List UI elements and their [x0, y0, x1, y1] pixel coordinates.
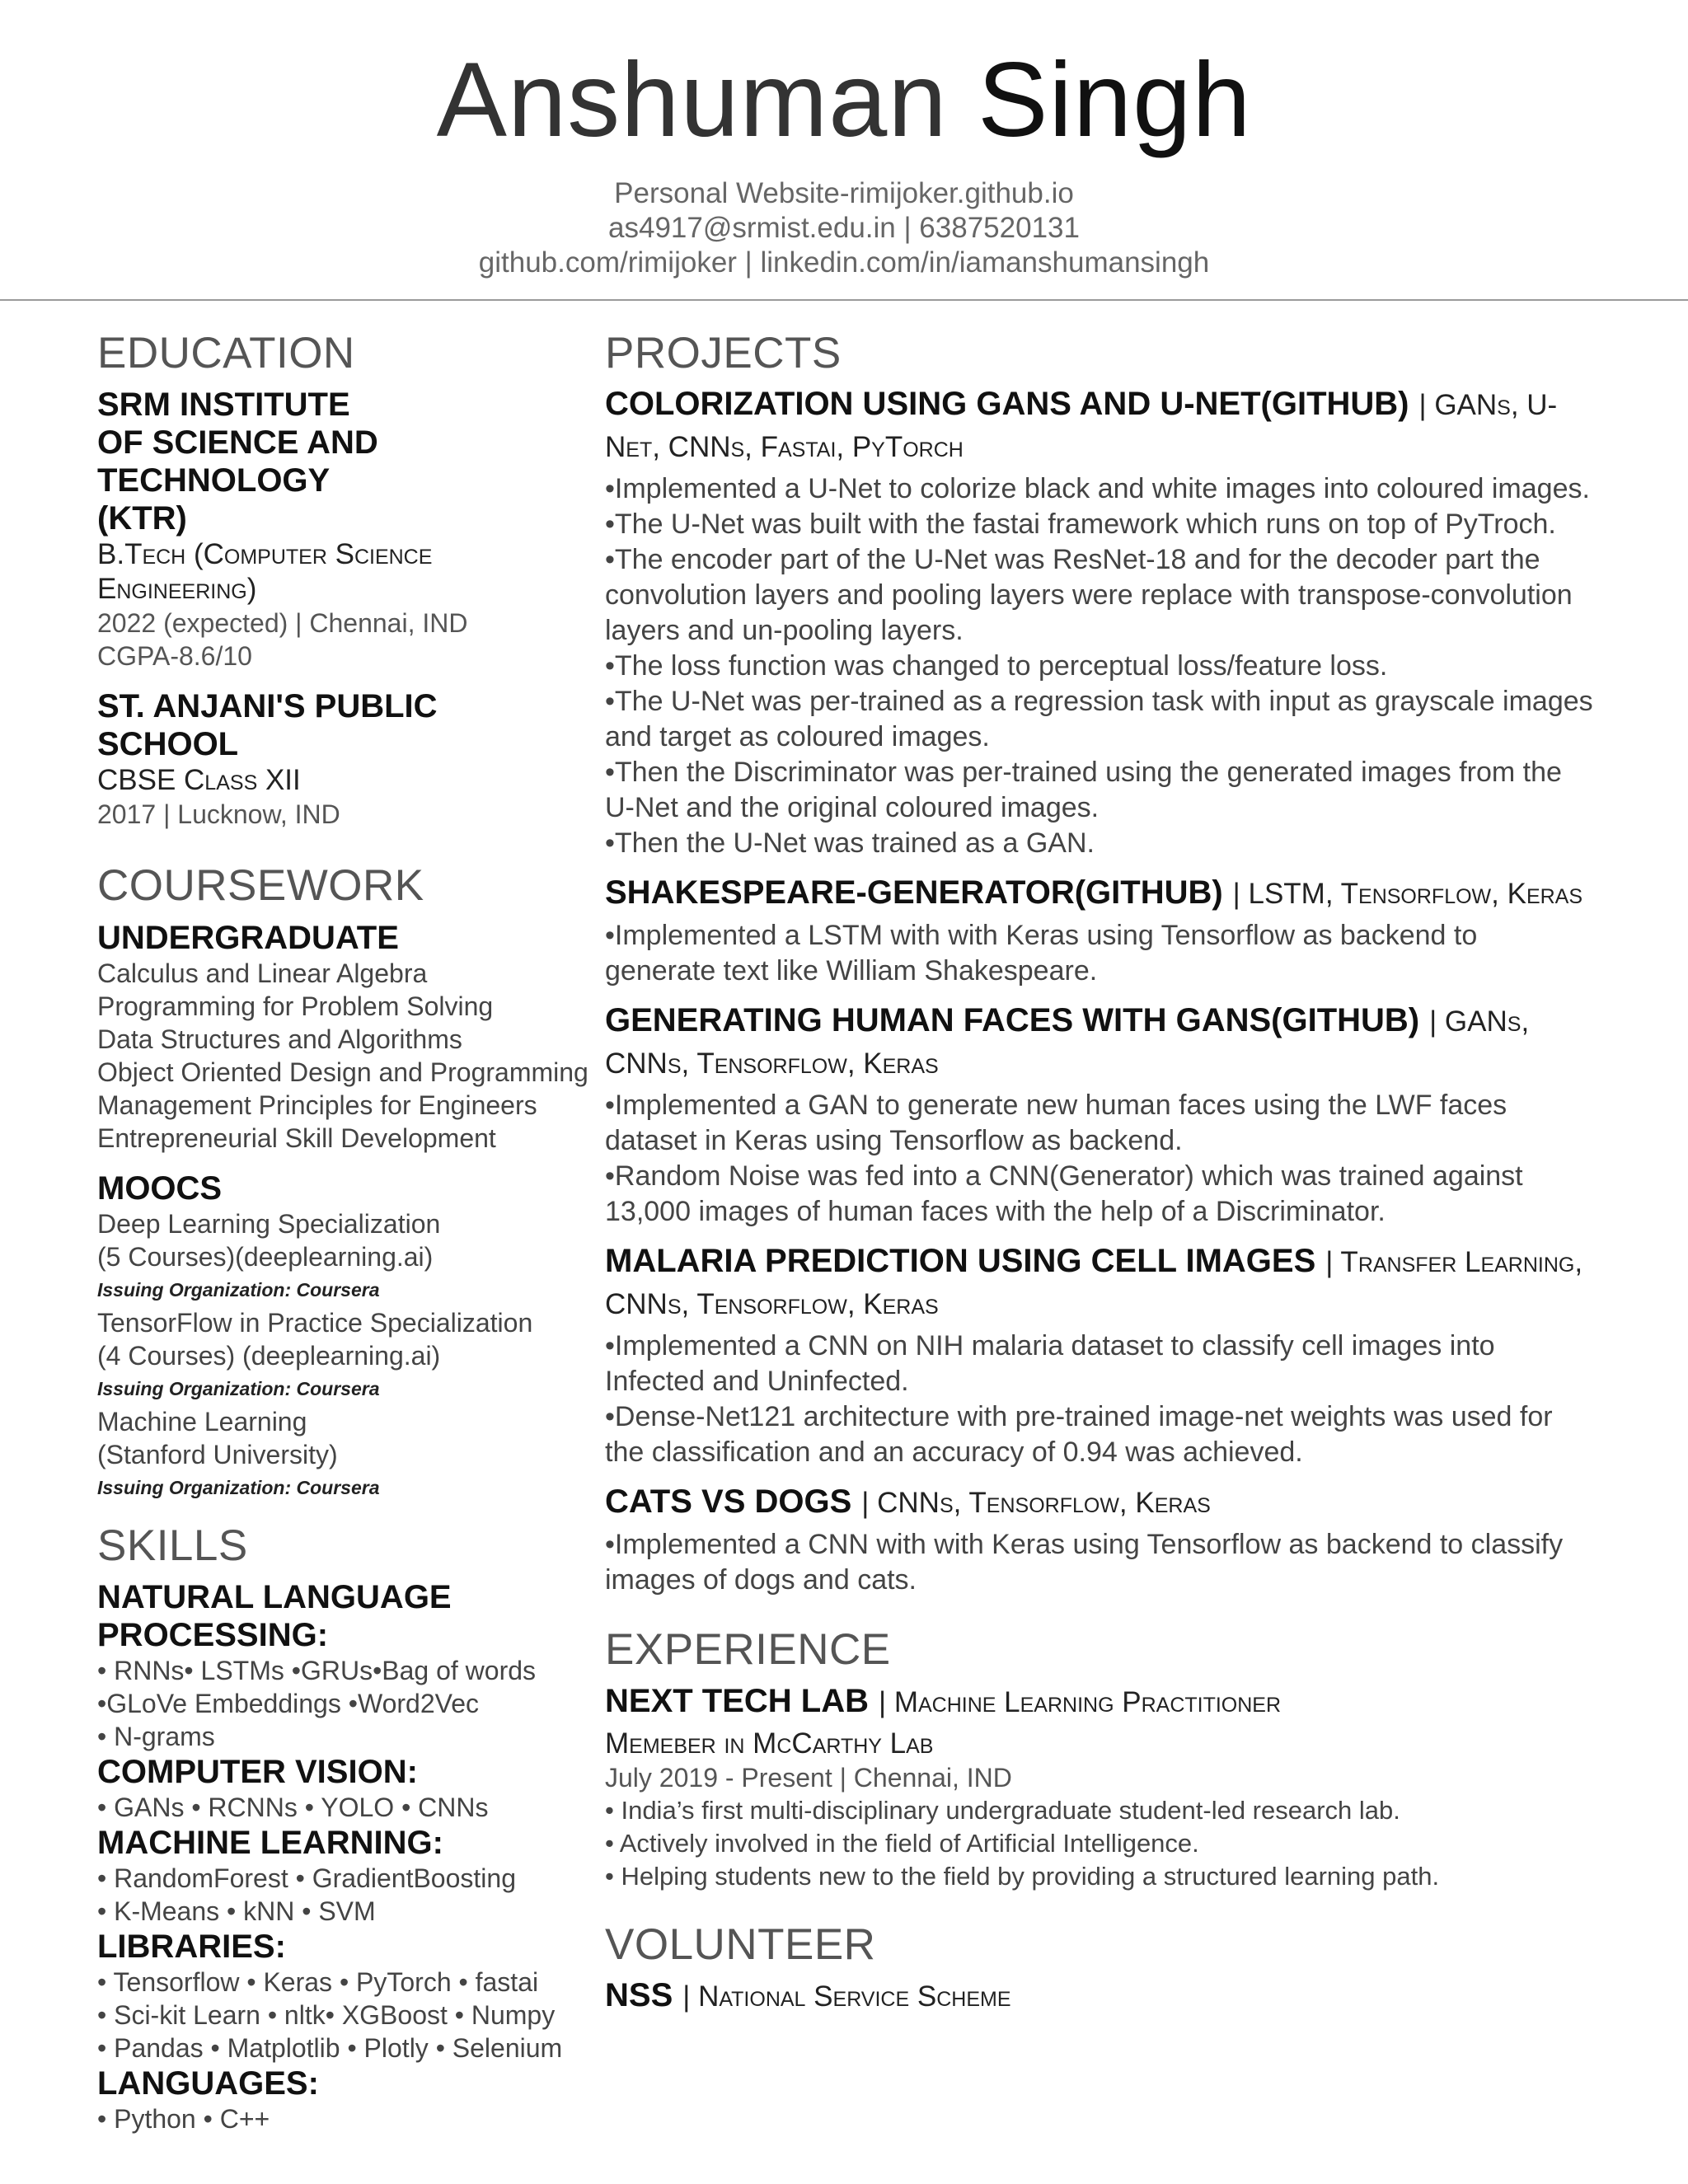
skill-group-name: LIBRARIES:: [97, 1928, 286, 1965]
project-header: [605, 1002, 1594, 1088]
degree: CBSE Class XII: [97, 764, 301, 797]
profile-links-line[interactable]: github.com/rimijoker | linkedin.com/in/iamanshumansingh: [478, 246, 1210, 279]
mooc-detail: (Stanford University): [97, 1439, 338, 1469]
project-bullet: •Implemented a LSTM with with Keras using Tensorflow as backend to generate text like William Shakespeare.: [605, 920, 1478, 987]
project-bullet: •The U-Net was per-trained as a regression task with input as grayscale images and target as coloured images.: [605, 686, 1593, 753]
project-title[interactable]: COLORIZATION USING GANS AND U-NET(GITHUB): [605, 386, 1409, 423]
education-date-location: 2022 (expected) | Chennai, IND: [97, 608, 468, 639]
mooc-name: Deep Learning Specialization: [97, 1208, 441, 1239]
last-name: Singh: [978, 41, 1252, 159]
project-title[interactable]: SHAKESPEARE-GENERATOR(GITHUB): [605, 874, 1223, 912]
skill-group: [97, 1824, 592, 1928]
skill-line: • N-grams: [97, 1721, 215, 1751]
project-title: MALARIA PREDICTION USING CELL IMAGES: [605, 1243, 1316, 1280]
coursework-heading: COURSEWORK: [97, 861, 424, 911]
project-bullet: •The loss function was changed to perceptual loss/feature loss.: [605, 650, 1388, 682]
project-tags: | GANs, CNNs, Tensorflow, Keras: [605, 1005, 1530, 1080]
mooc-issuer: Issuing Organization: Coursera: [97, 1278, 380, 1301]
candidate-name: [0, 41, 1688, 159]
education-date-location: 2017 | Lucknow, IND: [97, 799, 340, 830]
skill-group-name: NATURAL LANGUAGE: [97, 1578, 452, 1615]
skill-group-name: COMPUTER VISION:: [97, 1753, 418, 1790]
header-divider: [0, 299, 1688, 301]
project-bullet: •Then the U-Net was trained as a GAN.: [605, 827, 1095, 860]
mooc-name: Machine Learning: [97, 1406, 307, 1436]
skill-line: • RNNs• LSTMs •GRUs•Bag of words: [97, 1655, 537, 1685]
skill-group-name: LANGUAGES:: [97, 2064, 319, 2102]
project-title: CATS VS DOGS: [605, 1483, 852, 1521]
project-item: [605, 1243, 1594, 1470]
website-line[interactable]: Personal Website-rimijoker.github.io: [614, 177, 1074, 209]
experience-org: NEXT TECH LAB: [605, 1682, 869, 1719]
course-item: Object Oriented Design and Programming: [97, 1057, 588, 1087]
moocs-list: [97, 1169, 592, 1504]
skill-group: [97, 1928, 592, 2064]
skill-group: [97, 1578, 592, 1753]
school-name: (KTR): [97, 500, 187, 537]
experience-header: [605, 1683, 1594, 1727]
mooc-detail: (5 Courses)(deeplearning.ai): [97, 1241, 434, 1272]
course-item: Entrepreneurial Skill Development: [97, 1122, 496, 1153]
experience-bullet: • Actively involved in the field of Artificial Intelligence.: [605, 1828, 1199, 1858]
left-column: [97, 330, 592, 2135]
project-bullet: •Dense-Net121 architecture with pre-trained image-net weights was used for the classification and an accuracy of 0.94 was achieved.: [605, 1401, 1553, 1469]
skill-line: • RandomForest • GradientBoosting: [97, 1863, 516, 1893]
education-item: [97, 687, 592, 831]
course-item: Calculus and Linear Algebra: [97, 958, 428, 988]
course-item: Management Principles for Engineers: [97, 1090, 537, 1120]
experience-bullet: • Helping students new to the field by providing a structured learning path.: [605, 1861, 1440, 1891]
experience-item: [605, 1683, 1594, 1893]
projects-heading: PROJECTS: [605, 329, 842, 377]
volunteer-item: [605, 1977, 1594, 2021]
experience-date-location: July 2019 - Present | Chennai, IND: [605, 1762, 1012, 1793]
school-name: ST. ANJANI'S PUBLIC: [97, 688, 438, 725]
mooc-issuer: Issuing Organization: Coursera: [97, 1476, 380, 1498]
project-bullet: •The encoder part of the U-Net was ResNet-18 and for the decoder part the convolution layers and pooling layers were replace with transpose-convolution layers and un-pooling layers.: [605, 544, 1573, 647]
project-tags: | LSTM, Tensorflow, Keras: [1232, 878, 1583, 911]
project-header: [605, 386, 1594, 471]
skill-group: [97, 2064, 592, 2135]
project-header: [605, 1243, 1594, 1329]
experience-role: | Machine Learning Practitioner: [879, 1685, 1282, 1718]
project-bullet: •Implemented a U-Net to colorize black and white images into coloured images.: [605, 473, 1590, 505]
first-name: Anshuman: [436, 41, 948, 159]
education-heading: EDUCATION: [97, 329, 355, 377]
project-title[interactable]: GENERATING HUMAN FACES WITH GANS(GITHUB): [605, 1002, 1420, 1039]
skills-heading: SKILLS: [97, 1521, 248, 1570]
project-bullet: •Then the Discriminator was per-trained using the generated images from the U-Net and the original coloured images.: [605, 757, 1562, 824]
course-item: Programming for Problem Solving: [97, 991, 494, 1021]
undergrad-title: UNDERGRADUATE: [97, 919, 399, 956]
skill-line: •GLoVe Embeddings •Word2Vec: [97, 1688, 479, 1718]
project-tags: | Transfer Learning, CNNs, Tensorflow, Keras: [605, 1246, 1583, 1321]
project-header: [605, 1483, 1594, 1527]
project-bullet: •Implemented a CNN with with Keras using Tensorflow as backend to classify images of dogs and cats.: [605, 1529, 1564, 1596]
project-item: [605, 1483, 1594, 1598]
mooc-detail: (4 Courses) (deeplearning.ai): [97, 1340, 441, 1371]
degree: Engineering): [97, 573, 257, 606]
school-name: SRM INSTITUTE: [97, 387, 350, 424]
project-bullet: •Implemented a GAN to generate new human faces using the LWF faces dataset in Keras using Tensorflow as backend.: [605, 1090, 1507, 1157]
mooc-issuer: Issuing Organization: Coursera: [97, 1377, 380, 1399]
experience-heading: EXPERIENCE: [605, 1625, 891, 1675]
degree: B.Tech (Computer Science: [97, 538, 433, 571]
experience-bullet: • India’s first multi-disciplinary undergraduate student-led research lab.: [605, 1795, 1400, 1825]
project-item: [605, 874, 1594, 989]
course-item: Data Structures and Algorithms: [97, 1024, 462, 1054]
skill-line: • Sci-kit Learn • nltk• XGBoost • Numpy: [97, 1999, 556, 2030]
volunteer-role: | National Service Scheme: [682, 1980, 1011, 2013]
skill-group-name: MACHINE LEARNING:: [97, 1824, 443, 1861]
school-name: SCHOOL: [97, 726, 239, 763]
contact-info: [0, 176, 1688, 280]
project-tags: | GANs, U-Net, CNNs, Fastai, PyTorch: [605, 389, 1558, 464]
volunteer-org: NSS: [605, 1976, 673, 2013]
skill-line: • Python • C++: [97, 2103, 270, 2134]
education-grade: CGPA-8.6/10: [97, 641, 252, 672]
resume-header: [0, 41, 1688, 280]
undergrad-courses: [97, 919, 592, 1155]
project-bullet: •The U-Net was built with the fastai framework which runs on top of PyTroch.: [605, 509, 1556, 541]
experience-role-detail: Memeber in McCarthy Lab: [605, 1727, 934, 1760]
project-item: [605, 386, 1594, 861]
right-column: [605, 330, 1594, 2021]
project-tags: | CNNs, Tensorflow, Keras: [861, 1487, 1211, 1520]
moocs-title: MOOCS: [97, 1169, 223, 1207]
email-phone-line[interactable]: as4917@srmist.edu.in | 6387520131: [608, 212, 1080, 244]
skill-line: • GANs • RCNNs • YOLO • CNNs: [97, 1792, 489, 1822]
project-item: [605, 1002, 1594, 1230]
skill-line: • Tensorflow • Keras • PyTorch • fastai: [97, 1966, 539, 1997]
skill-line: • Pandas • Matplotlib • Plotly • Selenium: [97, 2032, 563, 2063]
mooc-name: TensorFlow in Practice Specialization: [97, 1307, 533, 1338]
volunteer-heading: VOLUNTEER: [605, 1919, 876, 1969]
skill-line: • K-Means • kNN • SVM: [97, 1896, 376, 1926]
school-name: OF SCIENCE AND TECHNOLOGY: [97, 424, 378, 499]
project-bullet: •Random Noise was fed into a CNN(Generator) which was trained against 13,000 images of human faces with the help of a Discriminator.: [605, 1160, 1523, 1228]
education-item: [97, 386, 592, 673]
skill-group: [97, 1753, 592, 1824]
skill-group-name: PROCESSING:: [97, 1616, 329, 1653]
project-header: [605, 874, 1594, 918]
project-bullet: •Implemented a CNN on NIH malaria dataset to classify cell images into Infected and Uninfected.: [605, 1330, 1495, 1398]
